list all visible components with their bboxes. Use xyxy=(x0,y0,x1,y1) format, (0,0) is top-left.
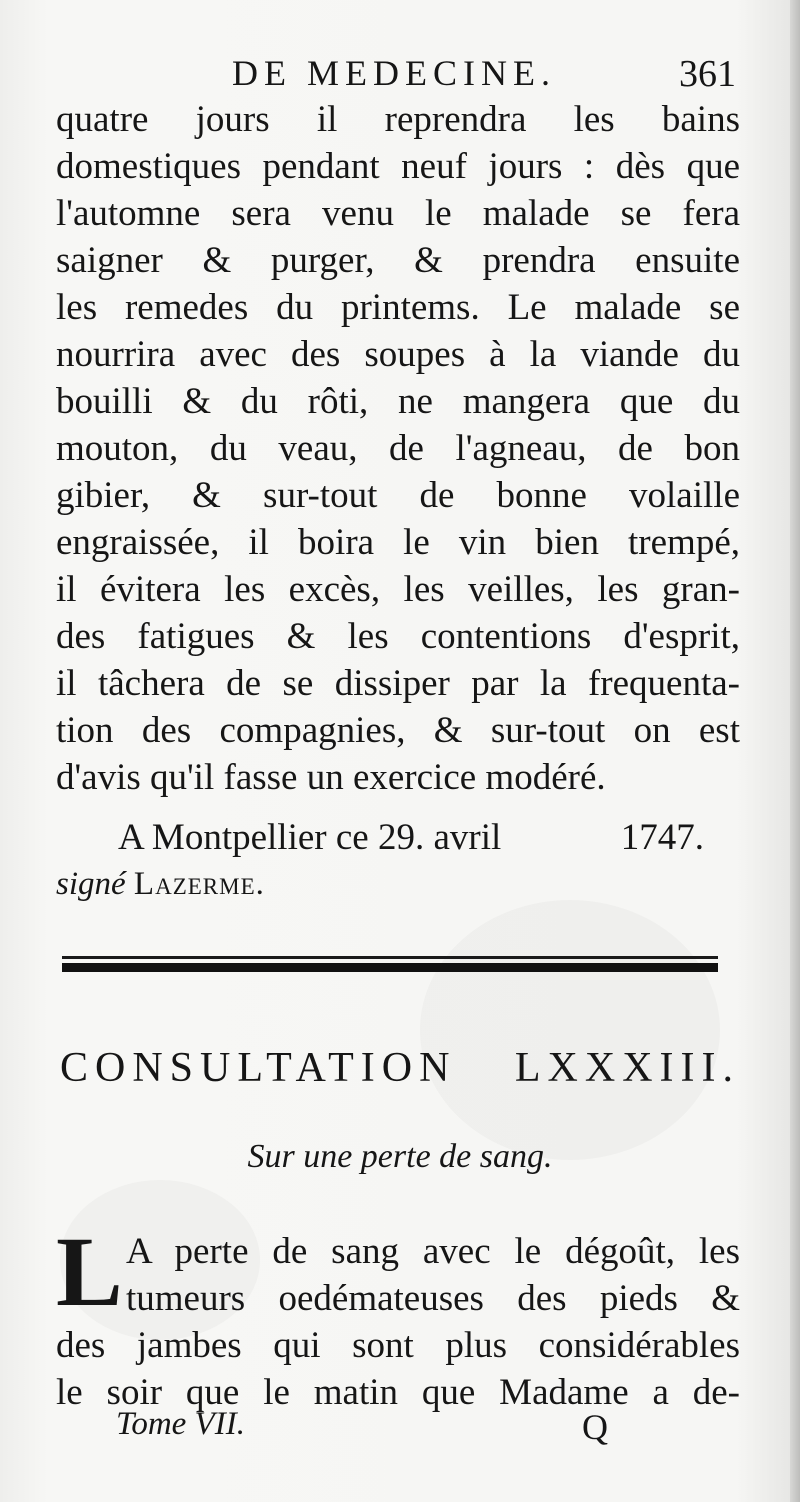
section-subtitle: Sur une perte de sang. xyxy=(247,1138,553,1175)
text-line: le soir que le matin que Madame a de- xyxy=(56,1372,740,1413)
text-line: engraissée, il boira le vin bien trempé, xyxy=(56,522,740,563)
text-line: tion des compagnies, & sur-tout on est xyxy=(56,710,740,751)
paper-stain xyxy=(420,900,720,1160)
text-line: domestiques pendant neuf jours : dès que xyxy=(56,146,740,187)
text-line: bouilli & du rôti, ne mangera que du xyxy=(56,381,740,422)
section-heading: CONSULTATION LXXXIII. xyxy=(60,1045,740,1091)
dateline-place-date: A Montpellier ce 29. avril xyxy=(118,817,502,858)
divider-line xyxy=(62,963,718,972)
text-line: A perte de sang avec le dégoût, les xyxy=(126,1231,740,1272)
paragraph xyxy=(56,1228,740,1416)
text-line: quatre jours il reprendra les bains xyxy=(56,99,740,140)
text-line: l'automne sera venu le malade se fera xyxy=(56,193,740,234)
text-line: des jambes qui sont plus considérables xyxy=(56,1325,740,1366)
text-line: d'avis qu'il fasse un exercice modéré. xyxy=(56,757,606,798)
text-line: des fatigues & les contentions d'esprit, xyxy=(56,616,740,657)
running-title: DE MEDECINE. xyxy=(232,53,556,93)
text-line: gibier, & sur-tout de bonne volaille xyxy=(56,475,740,516)
page-edge xyxy=(790,0,800,1502)
text-line: les remedes du printems. Le malade se xyxy=(56,287,740,328)
text-line: il évitera les excès, les veilles, les gran- xyxy=(56,569,740,610)
divider-line xyxy=(62,956,718,959)
page-number: 361 xyxy=(679,53,736,95)
page-footer xyxy=(116,1406,616,1456)
body-text xyxy=(56,96,740,801)
text-line: saigner & purger, & prendra ensuite xyxy=(56,240,740,281)
text-line: il tâchera de se dissiper par la frequenta- xyxy=(56,663,740,704)
dateline xyxy=(118,816,704,859)
signature-mark: Q xyxy=(582,1407,608,1447)
text-line: nourrira avec des soupes à la viande du xyxy=(56,334,740,375)
signature xyxy=(56,866,265,903)
drop-cap: L xyxy=(56,1216,123,1327)
signature-label: signé xyxy=(56,866,126,902)
section-divider xyxy=(62,956,718,978)
volume-label: Tome VII. xyxy=(116,1406,245,1442)
signature-name: Lazerme. xyxy=(133,866,265,902)
dateline-year: 1747. xyxy=(620,817,704,858)
text-line: tumeurs oedémateuses des pieds & xyxy=(126,1278,740,1319)
text-line: mouton, du veau, de l'agneau, de bon xyxy=(56,428,740,469)
page-header xyxy=(60,52,742,102)
